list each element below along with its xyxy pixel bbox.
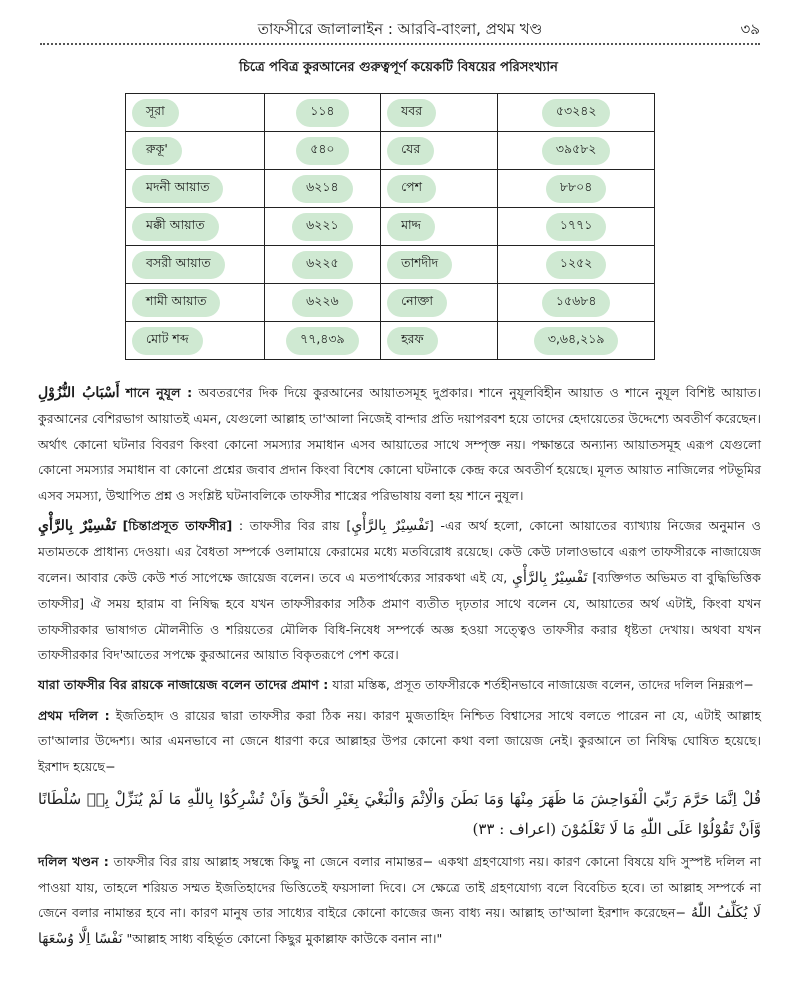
value-cell	[264, 170, 380, 208]
label-cell	[381, 94, 498, 132]
arabic-term: تَفْسِيْرٌ بِالرَّأْيِ	[38, 518, 116, 535]
arabic-term: تَفْسِيْرٌ بِالرَّأْيِ	[351, 518, 429, 535]
table-title: চিত্রে পবিত্র কুরআনের গুরুত্বপূর্ণ কয়েকটি বিষয়ের পরিসংখ্যান	[239, 60, 558, 75]
cell-label: তাশদীদ	[387, 251, 452, 279]
cell-value: ১১৪	[296, 99, 348, 127]
cell-label: মদনী আয়াত	[132, 175, 223, 203]
label-cell	[126, 208, 265, 246]
paragraph-shane-nuzul	[38, 380, 761, 508]
cell-value: ১৭৭১	[546, 213, 606, 241]
value-cell	[498, 132, 655, 170]
table-row	[126, 170, 655, 208]
label-cell	[381, 246, 498, 284]
section-heading: যারা তাফসীর বির রায়কে নাজায়েজ বলেন তাদের প্রমাণ :	[38, 677, 329, 693]
cell-value: ৮৮০৪	[546, 175, 606, 203]
label-cell	[126, 132, 265, 170]
cell-value: ৩,৬৪,২১৯	[534, 327, 619, 355]
label-cell	[381, 322, 498, 360]
table-row	[126, 246, 655, 284]
value-cell	[264, 132, 380, 170]
section-heading: [চিন্তাপ্রসূত তাফসীর]	[122, 518, 233, 534]
value-cell	[498, 170, 655, 208]
arabic-verse-inline: لَا يُكَلِّفُ اللّٰهُ نَفْسًا اِلَّا وُسْعَهَا	[38, 904, 761, 948]
table-row	[126, 208, 655, 246]
value-cell	[264, 94, 380, 132]
section-heading: শানে নুযূল :	[125, 385, 193, 400]
cell-value: ১২৫২	[546, 251, 606, 279]
label-cell	[126, 94, 265, 132]
quran-verse: قُلْ اِنَّمَا حَرَّمَ رَبِّيَ الْفَوَاحِشَ مَا ظَهَرَ مِنْهَا وَمَا بَطَنَ وَالْاِثْمَ وَالْبَغْيَ بِغَيْرِ الْحَقِّ وَاَنْ تُشْرِكُوْا بِاللّٰهِ مَا لَمْ يُنَزِّلْ بِهٖ سُلْطَانًا وَّاَنْ تَقُوْلُوْا عَلَى اللّٰهِ مَا لَا تَعْلَمُوْنَ (اعراف : ٣٣)	[38, 790, 761, 839]
paragraph-first-evidence	[38, 703, 761, 779]
paragraph-text: অবতরণের দিক দিয়ে কুরআনের আয়াতসমূহ দুপ্রকার। শানে নুযূলবিহীন আয়াত ও শানে নুযূল বিশিষ্ট আয়াত। কুরআনের বেশিরভাগ আয়াতই এমন, যেগুলো আল্লাহ তা'আলা নিজেই বান্দার প্রতি দয়াপরবশ হয়ে তাদের হেদায়েতের উদ্দেশ্যে অবতীর্ণ করেছেন। অর্থাৎ কোনো ঘটনার বিবরণ কিংবা কোনো সমস্যার সমাধান এসব আয়াতের সাথে সম্পৃক্ত নয়। পক্ষান্তরে অন্যান্য আয়াতসমূহ এরূপ যেগুলো কোনো সমস্যার সমাধান বা কোনো প্রশ্নের জবাব প্রদান কিংবা বিশেষ কোনো ঘটনাকে কেন্দ্র করে অবতীর্ণ হয়েছে। মূলত আয়াত নাজিলের পটভূমির এসব সমস্যা, উত্থাপিত প্রশ্ন ও সংশ্লিষ্ট ঘটনাবলিকে তাফসীর শাস্ত্রের পরিভাষায় বলা হয় শানে নুযূল।	[38, 385, 761, 503]
cell-value: ৫৪০	[296, 137, 348, 165]
paragraph-text: [ব্যক্তিগত অভিমত বা বুদ্ধিভিত্তিক তাফসীর] ঐ সময় হারাম বা নিষিদ্ধ হবে যখন তাফসীরকার সঠিক প্রমাণ ব্যতীত দৃঢ়তার সাথে বলেন যে, আয়াতের অর্থ এটাই, কিংবা যখন তাফসীরকার ভাষাগত মৌলনীতি ও শরিয়তের মৌলিক বিধি-নিষেধ সম্পর্কে অজ্ঞ হওয়া সত্ত্বেও তাফসীর করার ধৃষ্টতা দেখায়। অথবা যখন তাফসীরকার বিদ'আতের সপক্ষে কুরআনের আয়াত বিকৃতরূপে পেশ করে।	[38, 569, 761, 663]
label-cell	[381, 208, 498, 246]
book-title: তাফসীরে জালালাইন : আরবি-বাংলা, প্রথম খণ্ড	[257, 20, 543, 38]
cell-label: যবর	[387, 99, 436, 127]
label-cell	[381, 132, 498, 170]
cell-label: যের	[387, 137, 434, 165]
paragraph-text: যারা মস্তিষ্ক, প্রসূত তাফসীরকে শর্তহীনভাবে নাজায়েজ বলেন, তাদের দলিল নিম্নরূপ−	[328, 677, 754, 693]
value-cell	[264, 284, 380, 322]
cell-label: রুকূ'	[132, 137, 182, 165]
cell-label: পেশ	[387, 175, 436, 203]
paragraph-text: : তাফসীর বির রায় [	[232, 518, 352, 534]
table-row	[126, 284, 655, 322]
statistics-table	[125, 93, 655, 360]
cell-label: মক্কী আয়াত	[132, 213, 219, 241]
value-cell	[264, 246, 380, 284]
running-header	[40, 14, 760, 42]
cell-label: সূরা	[132, 99, 179, 127]
cell-value: ৫৩২৪২	[542, 99, 611, 127]
page-number: ৩৯	[740, 20, 760, 38]
cell-value: ১৫৬৮৪	[542, 289, 611, 317]
paragraph-proof	[38, 672, 761, 697]
label-cell	[381, 284, 498, 322]
section-heading: দলিল খণ্ডন :	[38, 854, 109, 870]
section-heading: প্রথম দলিল :	[38, 707, 110, 723]
label-cell	[126, 322, 265, 360]
cell-value: ৬২২৬	[292, 289, 353, 317]
cell-value: ৭৭,৪৩৯	[286, 327, 359, 355]
paragraph-text: "আল্লাহ সাধ্য বহির্ভূত কোনো কিছুর মুকাল্লাফ কাউকে বনান না।"	[122, 931, 443, 947]
table-row	[126, 322, 655, 360]
cell-value: ৬২২৫	[292, 251, 353, 279]
value-cell	[498, 246, 655, 284]
paragraph-text: তাফসীর বির রায় আল্লাহ সম্বন্ধে কিছু না জেনে বলার নামান্তর− একথা গ্রহণযোগ্য নয়। কারণ কোনো বিষয়ে যদি সুস্পষ্ট দলিল না পাওয়া যায়, তাহলে শরিয়ত সম্মত ইজতিহাদের ভিত্তিতেই ফয়সালা দিবে। সে ক্ষেত্রে তাই গ্রহণযোগ্য বলে বিবেচিত হবে। তা আল্লাহ সম্পর্কে না জেনে বলার নামান্তর হবে না। কারণ মানুষ তার সাধ্যের বাইরে কোনো কাজের জন্য বাধ্য নয়। আল্লাহ তা'আলা ইরশাদ করেছেন−	[38, 854, 761, 920]
paragraph-text: ] -এর অর্থ হলো, কোনো আয়াতের ব্যাখ্যায় নিজের অনুমান ও মতামতকে প্রাধান্য দেওয়া। এর বৈধতা সম্পর্কে ওলামায়ে কেরামের মধ্যে মতবিরোধ রয়েছে। কেউ কেউ ঢালাওভাবে এরূপ তাফসীরকে নাজায়েজ বলেন। আবার কেউ কেউ শর্ত সাপেক্ষে জায়েজ বলেন। তবে এ মতপার্থক্যের সারকথা এই যে,	[38, 518, 761, 585]
page-body	[38, 380, 761, 958]
cell-value: ৬২২১	[292, 213, 353, 241]
cell-label: নোক্তা	[387, 289, 447, 317]
paragraph-tafsir-bir-ray	[38, 513, 761, 667]
table-row	[126, 132, 655, 170]
cell-label: বসরী আয়াত	[132, 251, 225, 279]
value-cell	[498, 94, 655, 132]
paragraph-text: ইজতিহাদ ও রায়ের দ্বারা তাফসীর করা ঠিক নয়। কারণ মুজতাহিদ নিশ্চিত বিশ্বাসের সাথে বলতে পারেন না যে, এটাই আল্লাহ তা'আলার উদ্দেশ্য। আর এমনভাবে না জেনে ধারণা করে আল্লাহর উপর কোনো কথা বলা জায়েজ নেই। কুরআনে তা নিষিদ্ধ ঘোষিত হয়েছে। ইরশাদ হয়েছে−	[38, 707, 762, 774]
arabic-term: تَفْسِيْرٌ بِالرَّأْيِ	[511, 569, 588, 586]
label-cell	[381, 170, 498, 208]
cell-label: শামী আয়াত	[132, 289, 220, 317]
cell-label: হরফ	[387, 327, 438, 355]
cell-label: মোট শব্দ	[132, 327, 203, 355]
value-cell	[498, 322, 655, 360]
arabic-term: أَسْبَابُ النُّزُوْلِ	[38, 385, 120, 401]
value-cell	[264, 322, 380, 360]
value-cell	[498, 208, 655, 246]
cell-value: ৩৯৫৮২	[542, 137, 611, 165]
header-divider	[40, 43, 760, 45]
cell-label: মাদ্দ	[387, 213, 435, 241]
label-cell	[126, 246, 265, 284]
label-cell	[126, 170, 265, 208]
paragraph-refutation	[38, 849, 761, 953]
label-cell	[126, 284, 265, 322]
cell-value: ৬২১৪	[292, 175, 352, 203]
value-cell	[264, 208, 380, 246]
table-row	[126, 94, 655, 132]
value-cell	[498, 284, 655, 322]
